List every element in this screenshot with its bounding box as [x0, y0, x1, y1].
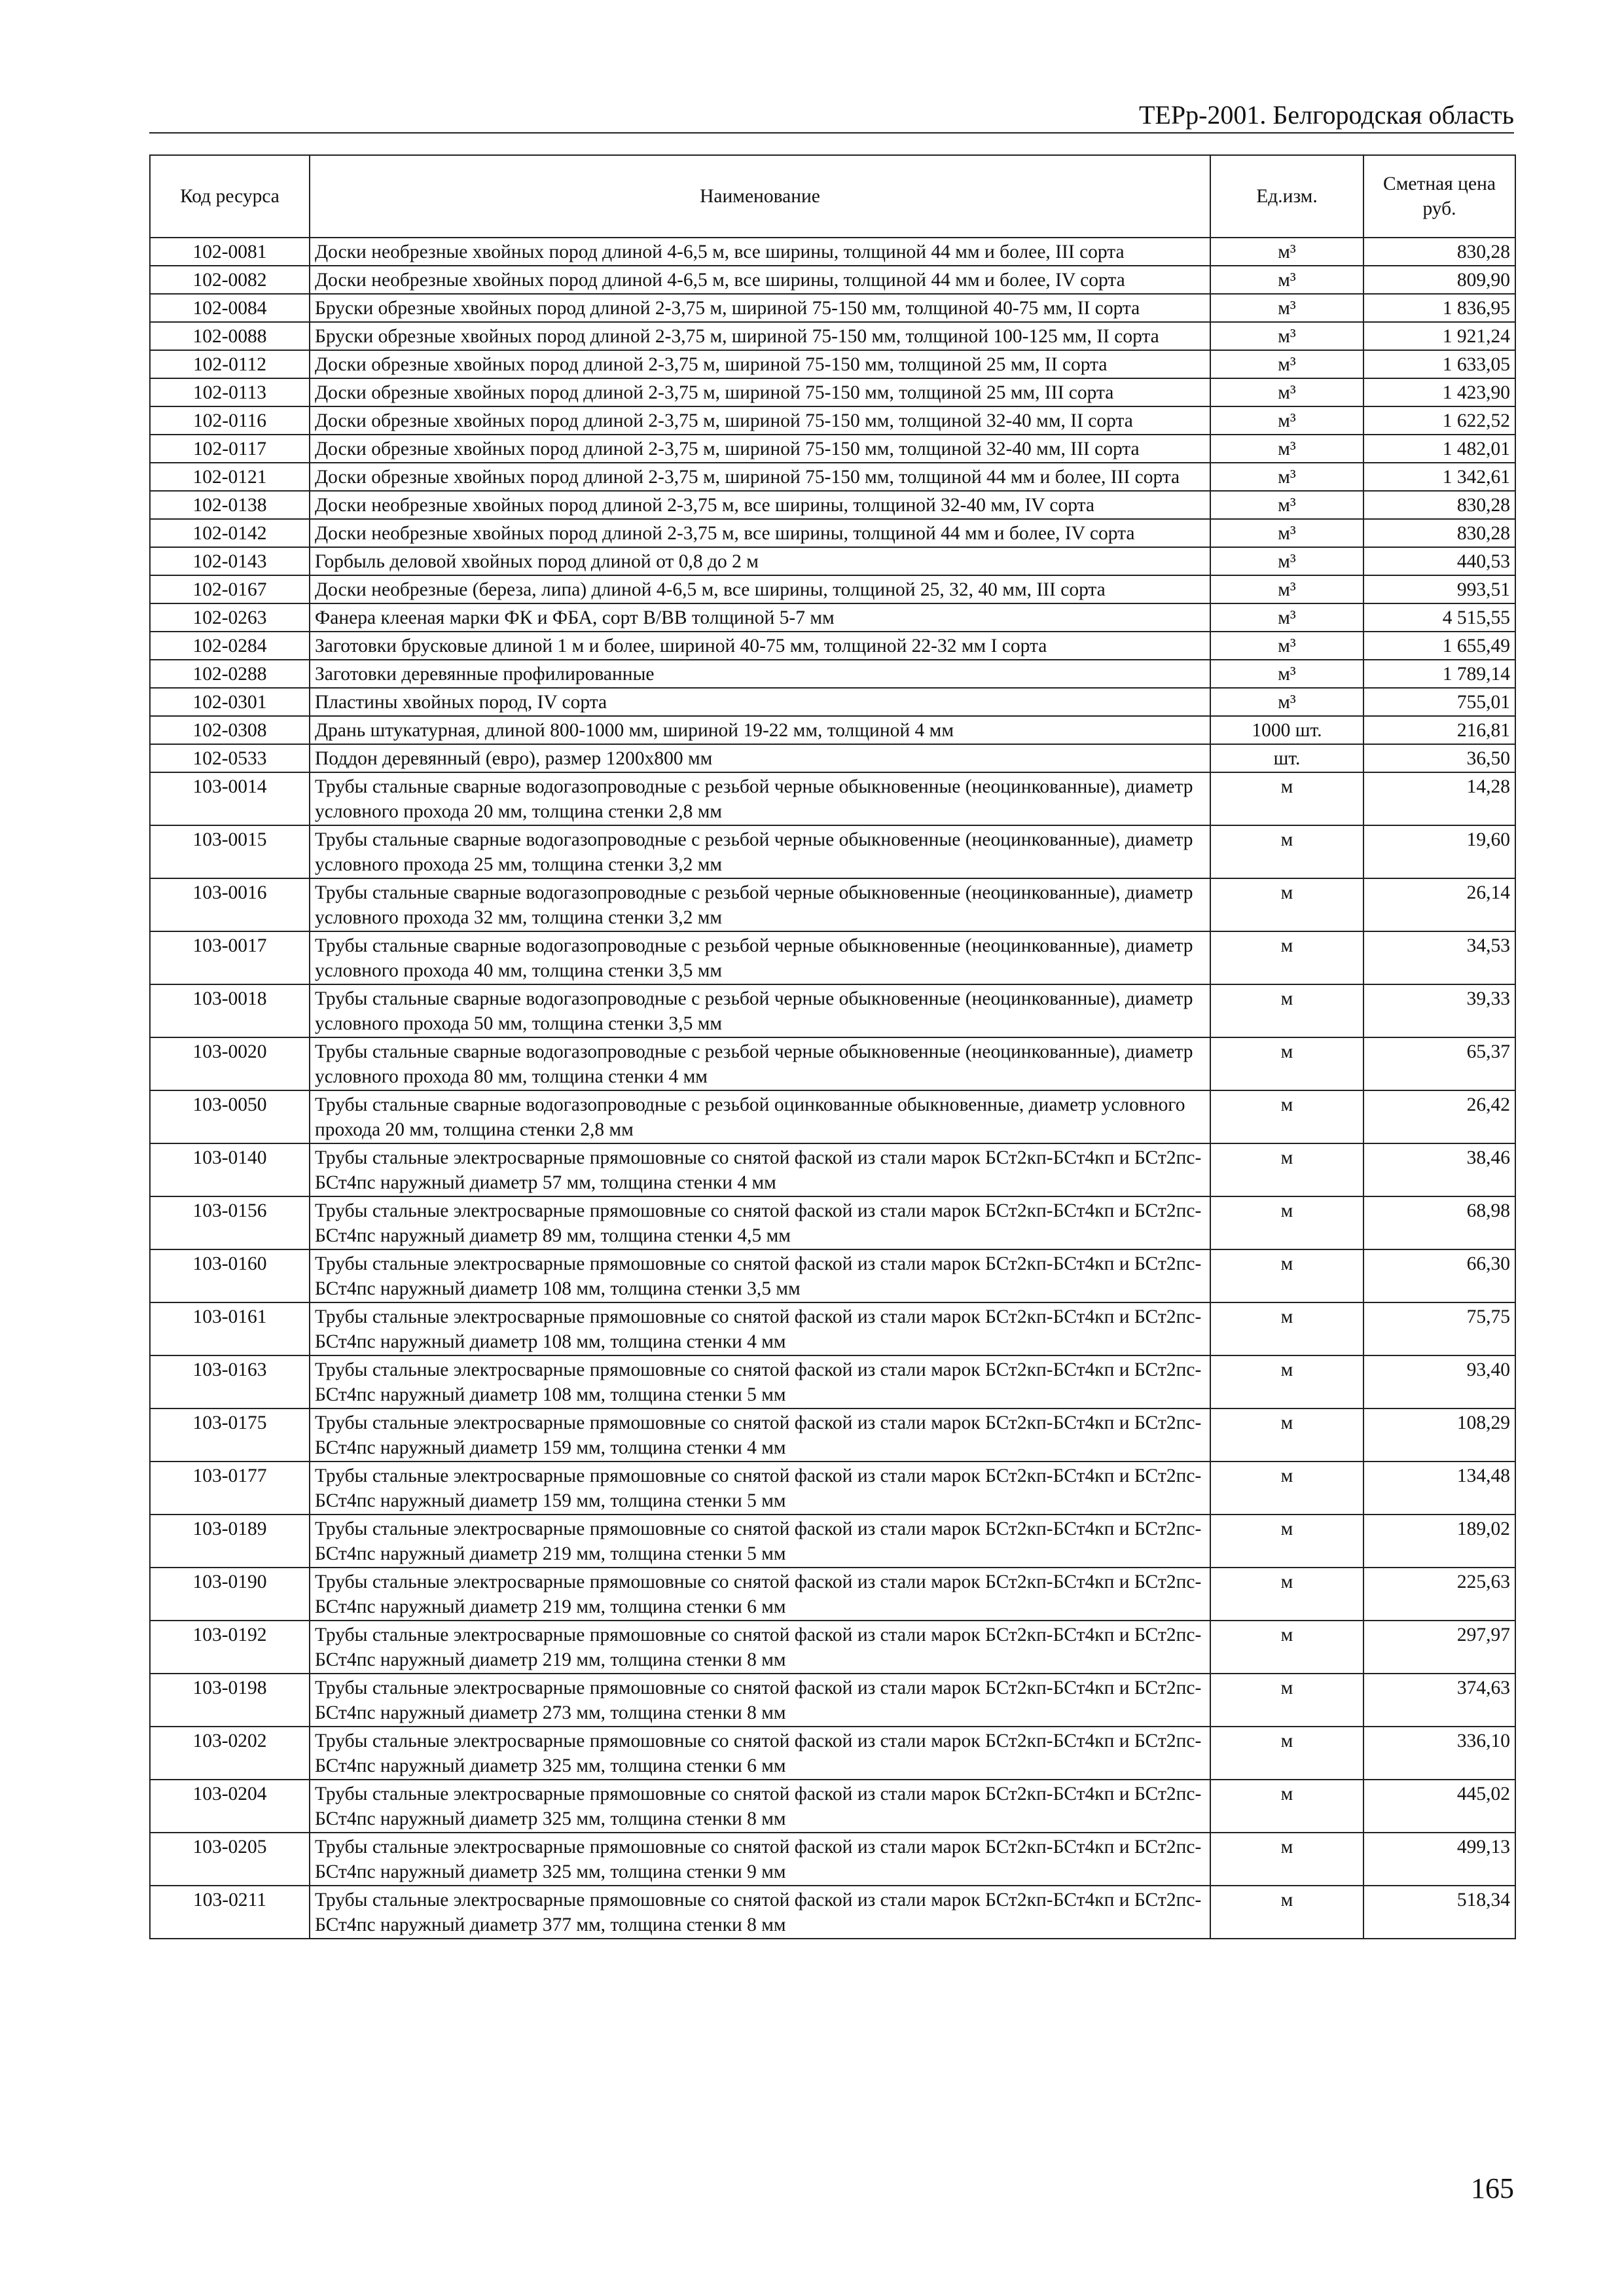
resource-name-cell: Доски обрезные хвойных пород длиной 2-3,75 м, шириной 75-150 мм, толщиной 32-40 мм, II сорта: [310, 406, 1210, 435]
resource-name-cell: Фанера клееная марки ФК и ФБА, сорт В/ВВ толщиной 5-7 мм: [310, 603, 1210, 632]
price-cell: 225,63: [1363, 1568, 1515, 1621]
resource-code-cell: 103-0192: [150, 1621, 310, 1674]
resource-code-cell: 102-0288: [150, 660, 310, 688]
resource-name-cell: Трубы стальные электросварные прямошовные со снятой фаской из стали марок БСт2кп-БСт4кп и БСт2пс-БСт4пс наружный диаметр 57 мм, толщина стенки 4 мм: [310, 1143, 1210, 1196]
price-cell: 297,97: [1363, 1621, 1515, 1674]
table-row: [150, 406, 1515, 435]
unit-cell: м: [1210, 1568, 1363, 1621]
price-cell: 134,48: [1363, 1462, 1515, 1515]
unit-cell: м: [1210, 984, 1363, 1037]
unit-cell: м: [1210, 1355, 1363, 1408]
price-cell: 19,60: [1363, 825, 1515, 878]
resource-code-cell: 103-0140: [150, 1143, 310, 1196]
price-cell: 1 836,95: [1363, 294, 1515, 322]
price-cell: 108,29: [1363, 1408, 1515, 1462]
resource-name-cell: Доски необрезные хвойных пород длиной 4-6,5 м, все ширины, толщиной 44 мм и более, III сорта: [310, 238, 1210, 266]
column-header-code: Код ресурса: [150, 155, 310, 238]
price-cell: 830,28: [1363, 238, 1515, 266]
resource-code-cell: 102-0138: [150, 491, 310, 519]
resource-name-cell: Доски необрезные хвойных пород длиной 2-3,75 м, все ширины, толщиной 32-40 мм, IV сорта: [310, 491, 1210, 519]
resource-code-cell: 102-0117: [150, 435, 310, 463]
resource-name-cell: Трубы стальные сварные водогазопроводные с резьбой черные обыкновенные (неоцинкованные), диаметр условного прохода 50 мм, толщина стенки 3,5 мм: [310, 984, 1210, 1037]
resource-code-cell: 102-0284: [150, 632, 310, 660]
unit-cell: м: [1210, 1462, 1363, 1515]
resource-code-cell: 102-0088: [150, 322, 310, 350]
column-header-name: Наименование: [310, 155, 1210, 238]
resource-code-cell: 102-0081: [150, 238, 310, 266]
resource-price-table: [149, 154, 1516, 1939]
unit-cell: м: [1210, 878, 1363, 931]
price-cell: 14,28: [1363, 772, 1515, 825]
resource-name-cell: Доски обрезные хвойных пород длиной 2-3,75 м, шириной 75-150 мм, толщиной 44 мм и более, III сорта: [310, 463, 1210, 491]
table-row: [150, 825, 1515, 878]
table-row: [150, 1780, 1515, 1833]
resource-name-cell: Трубы стальные электросварные прямошовные со снятой фаской из стали марок БСт2кп-БСт4кп и БСт2пс-БСт4пс наружный диаметр 325 мм, толщина стенки 9 мм: [310, 1833, 1210, 1886]
price-cell: 1 633,05: [1363, 350, 1515, 378]
table-row: [150, 435, 1515, 463]
resource-code-cell: 103-0198: [150, 1674, 310, 1727]
table-row: [150, 266, 1515, 294]
resource-code-cell: 102-0112: [150, 350, 310, 378]
resource-code-cell: 103-0175: [150, 1408, 310, 1462]
table-row: [150, 931, 1515, 984]
resource-name-cell: Трубы стальные электросварные прямошовные со снятой фаской из стали марок БСт2кп-БСт4кп и БСт2пс-БСт4пс наружный диаметр 219 мм, толщина стенки 6 мм: [310, 1568, 1210, 1621]
price-cell: 336,10: [1363, 1727, 1515, 1780]
table-row: [150, 1037, 1515, 1090]
price-cell: 26,42: [1363, 1090, 1515, 1143]
unit-cell: м: [1210, 1196, 1363, 1249]
resource-code-cell: 103-0020: [150, 1037, 310, 1090]
unit-cell: м: [1210, 1090, 1363, 1143]
resource-code-cell: 102-0533: [150, 744, 310, 772]
unit-cell: 1000 шт.: [1210, 716, 1363, 744]
price-cell: 68,98: [1363, 1196, 1515, 1249]
unit-cell: м: [1210, 1727, 1363, 1780]
table-row: [150, 878, 1515, 931]
resource-name-cell: Трубы стальные электросварные прямошовные со снятой фаской из стали марок БСт2кп-БСт4кп и БСт2пс-БСт4пс наружный диаметр 159 мм, толщина стенки 4 мм: [310, 1408, 1210, 1462]
resource-code-cell: 103-0018: [150, 984, 310, 1037]
resource-code-cell: 102-0082: [150, 266, 310, 294]
price-cell: 809,90: [1363, 266, 1515, 294]
resource-name-cell: Трубы стальные электросварные прямошовные со снятой фаской из стали марок БСт2кп-БСт4кп и БСт2пс-БСт4пс наружный диаметр 219 мм, толщина стенки 8 мм: [310, 1621, 1210, 1674]
unit-cell: м: [1210, 931, 1363, 984]
table-row: [150, 575, 1515, 603]
unit-cell: шт.: [1210, 744, 1363, 772]
unit-cell: м³: [1210, 632, 1363, 660]
resource-code-cell: 103-0016: [150, 878, 310, 931]
price-cell: 189,02: [1363, 1515, 1515, 1568]
resource-code-cell: 102-0167: [150, 575, 310, 603]
table-row: [150, 632, 1515, 660]
price-cell: 993,51: [1363, 575, 1515, 603]
resource-name-cell: Трубы стальные сварные водогазопроводные с резьбой черные обыкновенные (неоцинкованные), диаметр условного прохода 40 мм, толщина стенки 3,5 мм: [310, 931, 1210, 984]
table-row: [150, 1408, 1515, 1462]
resource-code-cell: 102-0113: [150, 378, 310, 406]
table-row: [150, 547, 1515, 575]
unit-cell: м: [1210, 1037, 1363, 1090]
resource-name-cell: Трубы стальные сварные водогазопроводные с резьбой черные обыкновенные (неоцинкованные), диаметр условного прохода 80 мм, толщина стенки 4 мм: [310, 1037, 1210, 1090]
table-row: [150, 1833, 1515, 1886]
price-cell: 1 655,49: [1363, 632, 1515, 660]
table-row: [150, 294, 1515, 322]
table-row: [150, 688, 1515, 716]
price-cell: 93,40: [1363, 1355, 1515, 1408]
table-row: [150, 519, 1515, 547]
table-row: [150, 1249, 1515, 1302]
table-row: [150, 1302, 1515, 1355]
unit-cell: м: [1210, 1833, 1363, 1886]
unit-cell: м: [1210, 1515, 1363, 1568]
resource-name-cell: Трубы стальные электросварные прямошовные со снятой фаской из стали марок БСт2кп-БСт4кп и БСт2пс-БСт4пс наружный диаметр 108 мм, толщина стенки 5 мм: [310, 1355, 1210, 1408]
unit-cell: м³: [1210, 491, 1363, 519]
resource-name-cell: Трубы стальные сварные водогазопроводные с резьбой оцинкованные обыкновенные, диаметр условного прохода 20 мм, толщина стенки 2,8 мм: [310, 1090, 1210, 1143]
table-header-row: [150, 155, 1515, 238]
unit-cell: м: [1210, 1886, 1363, 1939]
unit-cell: м³: [1210, 322, 1363, 350]
table-row: [150, 1143, 1515, 1196]
resource-code-cell: 102-0301: [150, 688, 310, 716]
unit-cell: м³: [1210, 378, 1363, 406]
resource-code-cell: 103-0163: [150, 1355, 310, 1408]
unit-cell: м: [1210, 1408, 1363, 1462]
table-row: [150, 603, 1515, 632]
price-cell: 445,02: [1363, 1780, 1515, 1833]
price-cell: 34,53: [1363, 931, 1515, 984]
resource-code-cell: 103-0015: [150, 825, 310, 878]
resource-name-cell: Трубы стальные электросварные прямошовные со снятой фаской из стали марок БСт2кп-БСт4кп и БСт2пс-БСт4пс наружный диаметр 108 мм, толщина стенки 3,5 мм: [310, 1249, 1210, 1302]
table-row: [150, 772, 1515, 825]
resource-code-cell: 103-0161: [150, 1302, 310, 1355]
table-row: [150, 1568, 1515, 1621]
table-row: [150, 984, 1515, 1037]
price-cell: 1 789,14: [1363, 660, 1515, 688]
header-divider: [149, 132, 1514, 134]
resource-code-cell: 103-0202: [150, 1727, 310, 1780]
table-row: [150, 378, 1515, 406]
price-cell: 755,01: [1363, 688, 1515, 716]
resource-name-cell: Пластины хвойных пород, IV сорта: [310, 688, 1210, 716]
column-header-unit: Ед.изм.: [1210, 155, 1363, 238]
price-cell: 66,30: [1363, 1249, 1515, 1302]
resource-name-cell: Трубы стальные электросварные прямошовные со снятой фаской из стали марок БСт2кп-БСт4кп и БСт2пс-БСт4пс наружный диаметр 108 мм, толщина стенки 4 мм: [310, 1302, 1210, 1355]
unit-cell: м: [1210, 825, 1363, 878]
price-cell: 1 342,61: [1363, 463, 1515, 491]
unit-cell: м³: [1210, 294, 1363, 322]
resource-name-cell: Заготовки деревянные профилированные: [310, 660, 1210, 688]
unit-cell: м: [1210, 1621, 1363, 1674]
table-row: [150, 1462, 1515, 1515]
unit-cell: м: [1210, 1143, 1363, 1196]
resource-code-cell: 103-0160: [150, 1249, 310, 1302]
resource-code-cell: 103-0204: [150, 1780, 310, 1833]
table-row: [150, 1355, 1515, 1408]
table-row: [150, 716, 1515, 744]
resource-code-cell: 103-0190: [150, 1568, 310, 1621]
resource-name-cell: Доски обрезные хвойных пород длиной 2-3,75 м, шириной 75-150 мм, толщиной 25 мм, III сорта: [310, 378, 1210, 406]
page-number: 165: [1471, 2172, 1514, 2204]
unit-cell: м³: [1210, 463, 1363, 491]
resource-code-cell: 103-0189: [150, 1515, 310, 1568]
price-cell: 499,13: [1363, 1833, 1515, 1886]
resource-name-cell: Трубы стальные электросварные прямошовные со снятой фаской из стали марок БСт2кп-БСт4кп и БСт2пс-БСт4пс наружный диаметр 159 мм, толщина стенки 5 мм: [310, 1462, 1210, 1515]
table-row: [150, 1196, 1515, 1249]
table-row: [150, 660, 1515, 688]
resource-code-cell: 103-0205: [150, 1833, 310, 1886]
unit-cell: м³: [1210, 575, 1363, 603]
price-cell: 440,53: [1363, 547, 1515, 575]
resource-name-cell: Бруски обрезные хвойных пород длиной 2-3,75 м, шириной 75-150 мм, толщиной 40-75 мм, II сорта: [310, 294, 1210, 322]
resource-name-cell: Доски необрезные хвойных пород длиной 4-6,5 м, все ширины, толщиной 44 мм и более, IV сорта: [310, 266, 1210, 294]
resource-code-cell: 102-0084: [150, 294, 310, 322]
resource-name-cell: Трубы стальные электросварные прямошовные со снятой фаской из стали марок БСт2кп-БСт4кп и БСт2пс-БСт4пс наружный диаметр 219 мм, толщина стенки 5 мм: [310, 1515, 1210, 1568]
price-cell: 39,33: [1363, 984, 1515, 1037]
price-cell: 1 423,90: [1363, 378, 1515, 406]
price-cell: 1 622,52: [1363, 406, 1515, 435]
resource-code-cell: 102-0308: [150, 716, 310, 744]
price-cell: 38,46: [1363, 1143, 1515, 1196]
unit-cell: м: [1210, 1780, 1363, 1833]
unit-cell: м³: [1210, 660, 1363, 688]
resource-name-cell: Трубы стальные электросварные прямошовные со снятой фаской из стали марок БСт2кп-БСт4кп и БСт2пс-БСт4пс наружный диаметр 273 мм, толщина стенки 8 мм: [310, 1674, 1210, 1727]
resource-name-cell: Доски необрезные хвойных пород длиной 2-3,75 м, все ширины, толщиной 44 мм и более, IV сорта: [310, 519, 1210, 547]
unit-cell: м³: [1210, 547, 1363, 575]
resource-name-cell: Горбыль деловой хвойных пород длиной от 0,8 до 2 м: [310, 547, 1210, 575]
page-header-title: ТЕРр-2001. Белгородская область: [1138, 100, 1514, 130]
resource-name-cell: Доски необрезные (береза, липа) длиной 4-6,5 м, все ширины, толщиной 25, 32, 40 мм, III сорта: [310, 575, 1210, 603]
unit-cell: м: [1210, 1674, 1363, 1727]
price-cell: 36,50: [1363, 744, 1515, 772]
unit-cell: м: [1210, 772, 1363, 825]
table-row: [150, 1621, 1515, 1674]
resource-name-cell: Доски обрезные хвойных пород длиной 2-3,75 м, шириной 75-150 мм, толщиной 25 мм, II сорта: [310, 350, 1210, 378]
table-row: [150, 491, 1515, 519]
resource-code-cell: 103-0014: [150, 772, 310, 825]
resource-name-cell: Трубы стальные электросварные прямошовные со снятой фаской из стали марок БСт2кп-БСт4кп и БСт2пс-БСт4пс наружный диаметр 325 мм, толщина стенки 8 мм: [310, 1780, 1210, 1833]
unit-cell: м³: [1210, 603, 1363, 632]
unit-cell: м³: [1210, 266, 1363, 294]
unit-cell: м: [1210, 1302, 1363, 1355]
table-row: [150, 1090, 1515, 1143]
resource-name-cell: Трубы стальные сварные водогазопроводные с резьбой черные обыкновенные (неоцинкованные), диаметр условного прохода 32 мм, толщина стенки 3,2 мм: [310, 878, 1210, 931]
resource-code-cell: 102-0143: [150, 547, 310, 575]
resource-code-cell: 103-0177: [150, 1462, 310, 1515]
price-cell: 1 482,01: [1363, 435, 1515, 463]
unit-cell: м³: [1210, 688, 1363, 716]
unit-cell: м³: [1210, 350, 1363, 378]
price-cell: 4 515,55: [1363, 603, 1515, 632]
price-cell: 518,34: [1363, 1886, 1515, 1939]
resource-name-cell: Трубы стальные электросварные прямошовные со снятой фаской из стали марок БСт2кп-БСт4кп и БСт2пс-БСт4пс наружный диаметр 89 мм, толщина стенки 4,5 мм: [310, 1196, 1210, 1249]
table-row: [150, 1727, 1515, 1780]
table-row: [150, 1515, 1515, 1568]
unit-cell: м³: [1210, 238, 1363, 266]
price-cell: 75,75: [1363, 1302, 1515, 1355]
resource-name-cell: Трубы стальные электросварные прямошовные со снятой фаской из стали марок БСт2кп-БСт4кп и БСт2пс-БСт4пс наружный диаметр 377 мм, толщина стенки 8 мм: [310, 1886, 1210, 1939]
price-cell: 65,37: [1363, 1037, 1515, 1090]
resource-code-cell: 103-0050: [150, 1090, 310, 1143]
price-cell: 830,28: [1363, 491, 1515, 519]
price-cell: 216,81: [1363, 716, 1515, 744]
resource-name-cell: Трубы стальные электросварные прямошовные со снятой фаской из стали марок БСт2кп-БСт4кп и БСт2пс-БСт4пс наружный диаметр 325 мм, толщина стенки 6 мм: [310, 1727, 1210, 1780]
table-row: [150, 238, 1515, 266]
unit-cell: м³: [1210, 435, 1363, 463]
unit-cell: м³: [1210, 519, 1363, 547]
resource-code-cell: 102-0142: [150, 519, 310, 547]
resource-name-cell: Бруски обрезные хвойных пород длиной 2-3,75 м, шириной 75-150 мм, толщиной 100-125 мм, II сорта: [310, 322, 1210, 350]
column-header-price: Сметная цена руб.: [1363, 155, 1515, 238]
table-row: [150, 322, 1515, 350]
unit-cell: м³: [1210, 406, 1363, 435]
resource-name-cell: Дрань штукатурная, длиной 800-1000 мм, шириной 19-22 мм, толщиной 4 мм: [310, 716, 1210, 744]
price-cell: 374,63: [1363, 1674, 1515, 1727]
price-cell: 26,14: [1363, 878, 1515, 931]
resource-code-cell: 102-0121: [150, 463, 310, 491]
resource-code-cell: 102-0116: [150, 406, 310, 435]
resource-code-cell: 102-0263: [150, 603, 310, 632]
price-cell: 830,28: [1363, 519, 1515, 547]
unit-cell: м: [1210, 1249, 1363, 1302]
resource-name-cell: Доски обрезные хвойных пород длиной 2-3,75 м, шириной 75-150 мм, толщиной 32-40 мм, III сорта: [310, 435, 1210, 463]
table-row: [150, 463, 1515, 491]
table-row: [150, 1886, 1515, 1939]
table-row: [150, 350, 1515, 378]
resource-name-cell: Заготовки брусковые длиной 1 м и более, шириной 40-75 мм, толщиной 22-32 мм I сорта: [310, 632, 1210, 660]
resource-name-cell: Трубы стальные сварные водогазопроводные с резьбой черные обыкновенные (неоцинкованные), диаметр условного прохода 25 мм, толщина стенки 3,2 мм: [310, 825, 1210, 878]
table-row: [150, 1674, 1515, 1727]
resource-code-cell: 103-0017: [150, 931, 310, 984]
price-cell: 1 921,24: [1363, 322, 1515, 350]
resource-name-cell: Трубы стальные сварные водогазопроводные с резьбой черные обыкновенные (неоцинкованные), диаметр условного прохода 20 мм, толщина стенки 2,8 мм: [310, 772, 1210, 825]
table-body: [150, 238, 1515, 1939]
resource-name-cell: Поддон деревянный (евро), размер 1200х800 мм: [310, 744, 1210, 772]
resource-code-cell: 103-0211: [150, 1886, 310, 1939]
resource-code-cell: 103-0156: [150, 1196, 310, 1249]
table-row: [150, 744, 1515, 772]
